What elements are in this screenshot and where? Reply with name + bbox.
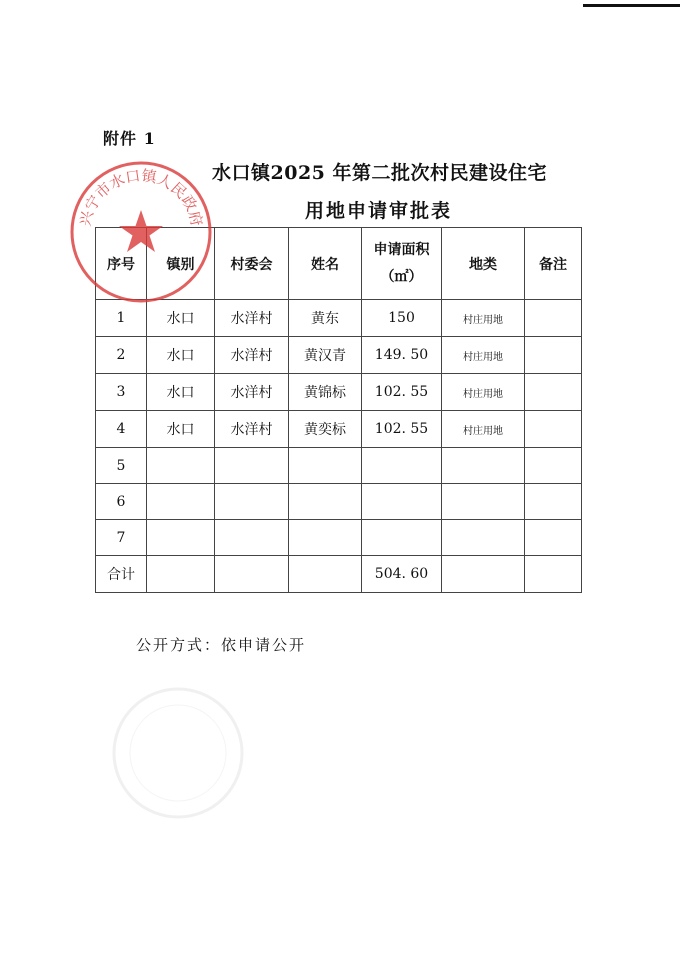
cell-remark xyxy=(525,300,582,337)
table-row xyxy=(96,374,582,411)
cell-name: 黄奕标 xyxy=(289,411,362,448)
cell-area xyxy=(362,520,442,556)
top-edge-mark xyxy=(583,4,680,7)
cell-town: 水口 xyxy=(147,374,215,411)
cell-village xyxy=(215,484,289,520)
cell-village: 水洋村 xyxy=(215,411,289,448)
cell-name: 黄汉青 xyxy=(289,337,362,374)
cell-remark xyxy=(525,520,582,556)
cell-area: 102. 55 xyxy=(362,374,442,411)
header-area-unit: （㎡） xyxy=(380,268,423,285)
header-area-line1: 申请面积 xyxy=(373,241,430,258)
cell-remark xyxy=(525,484,582,520)
cell-no: 2 xyxy=(96,337,147,374)
cell-town: 水口 xyxy=(147,300,215,337)
cell-town: 水口 xyxy=(147,411,215,448)
cell-land-type: 村庄用地 xyxy=(442,374,525,411)
seal-star-icon xyxy=(119,210,163,252)
cell-land-type xyxy=(442,484,525,520)
cell-name xyxy=(289,484,362,520)
cell-town xyxy=(147,520,215,556)
cell-area xyxy=(362,484,442,520)
total-area: 504. 60 xyxy=(362,556,442,593)
cell-town: 水口 xyxy=(147,337,215,374)
cell-land-type: 村庄用地 xyxy=(442,337,525,374)
cell-name: 黄锦标 xyxy=(289,374,362,411)
total-empty-cell xyxy=(442,556,525,593)
cell-name xyxy=(289,448,362,484)
table-row xyxy=(96,337,582,374)
header-remark: 备注 xyxy=(525,228,582,300)
attachment-label: 附件 1 xyxy=(103,129,156,148)
cell-town xyxy=(147,484,215,520)
cell-remark xyxy=(525,337,582,374)
cell-land-type: 村庄用地 xyxy=(442,300,525,337)
cell-village xyxy=(215,448,289,484)
cell-area: 102. 55 xyxy=(362,411,442,448)
cell-village xyxy=(215,520,289,556)
header-name: 姓名 xyxy=(289,228,362,300)
header-village: 村委会 xyxy=(215,228,289,300)
document-title-line2: 用地申请审批表 xyxy=(305,200,453,222)
cell-village: 水洋村 xyxy=(215,337,289,374)
cell-village: 水洋村 xyxy=(215,300,289,337)
cell-no: 7 xyxy=(96,520,147,556)
cell-no: 4 xyxy=(96,411,147,448)
cell-no: 5 xyxy=(96,448,147,484)
cell-area: 149. 50 xyxy=(362,337,442,374)
cell-no: 6 xyxy=(96,484,147,520)
cell-no: 1 xyxy=(96,300,147,337)
seal-text: 兴宁市水口镇人民政府 xyxy=(76,166,206,228)
cell-town xyxy=(147,448,215,484)
cell-name: 黄东 xyxy=(289,300,362,337)
header-area xyxy=(362,228,442,300)
total-empty-cell xyxy=(215,556,289,593)
table-total-row xyxy=(96,556,582,593)
table-row xyxy=(96,411,582,448)
cell-remark xyxy=(525,411,582,448)
cell-land-type xyxy=(442,520,525,556)
cell-name xyxy=(289,520,362,556)
total-empty-cell xyxy=(147,556,215,593)
cell-remark xyxy=(525,374,582,411)
cell-remark xyxy=(525,448,582,484)
table-row xyxy=(96,484,582,520)
header-land-type: 地类 xyxy=(442,228,525,300)
cell-village: 水洋村 xyxy=(215,374,289,411)
cell-land-type: 村庄用地 xyxy=(442,411,525,448)
disclosure-method: 公开方式：依申请公开 xyxy=(136,636,307,654)
table-row xyxy=(96,520,582,556)
cell-land-type xyxy=(442,448,525,484)
total-empty-cell xyxy=(289,556,362,593)
table-row xyxy=(96,448,582,484)
total-empty-cell xyxy=(525,556,582,593)
official-seal xyxy=(66,157,216,307)
seal-bleed-through xyxy=(108,683,248,823)
total-label: 合计 xyxy=(96,556,147,593)
header-no: 序号 xyxy=(96,228,147,300)
cell-area: 150 xyxy=(362,300,442,337)
header-town: 镇别 xyxy=(147,228,215,300)
cell-area xyxy=(362,448,442,484)
document-title-line1: 水口镇2025 年第二批次村民建设住宅 xyxy=(212,162,547,184)
cell-no: 3 xyxy=(96,374,147,411)
